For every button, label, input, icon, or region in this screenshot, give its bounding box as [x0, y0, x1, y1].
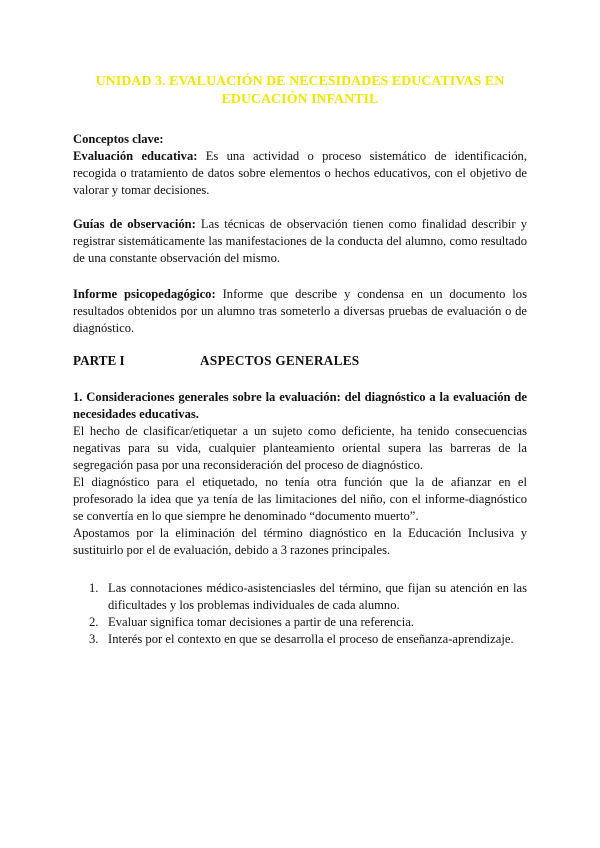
- unit-title-line1: UNIDAD 3. EVALUACIÓN DE NECESIDADES EDUCATIVAS EN: [95, 73, 505, 88]
- section-1-paragraph-1: El hecho de clasificar/etiquetar a un sujeto como deficiente, ha tenido consecuencias negativas para su vida, cualquier planteamiento oriental supera las barreras de la segregación pasa por una reconsideración del proceso de diagnóstico.: [73, 424, 527, 472]
- text-informe: Informe que describe y condensa en un documento los resultados obtenidos por un alumno tras someterlo a diversas pruebas de evaluación o de diagnóstico.: [73, 287, 528, 335]
- term-guias: Guías de observación:: [73, 217, 196, 231]
- section-1-paragraph-3: Apostamos por la eliminación del término diagnóstico en la Educación Inclusiva y sustituirlo por el de evaluación, debido a 3 razones principales.: [73, 526, 527, 557]
- section-1: [73, 389, 527, 559]
- part-title: ASPECTOS GENERALES: [200, 353, 360, 368]
- reasons-list: [73, 580, 527, 648]
- definition-evaluacion: [73, 148, 527, 199]
- list-item: [73, 614, 527, 631]
- section-1-heading: 1. Consideraciones generales sobre la evaluación: del diagnóstico a la evaluación de necesidades educativas.: [73, 390, 527, 421]
- list-item: [73, 580, 527, 614]
- list-item-text: Las connotaciones médico-asistenciasles del término, que fijan su atención en las dificultades y los problemas individuales de cada alumno.: [108, 581, 527, 612]
- text-guias: Las técnicas de observación tienen como finalidad describir y registrar sistemáticamente las manifestaciones de la conducta del alumno, como resultado de una constante observación del mismo.: [73, 217, 527, 265]
- part-heading: [73, 352, 527, 369]
- list-item-number: 1.: [89, 581, 99, 595]
- section-1-paragraph-2: El diagnóstico para el etiquetado, no tenía otra función que la de afianzar en el profesorado la idea que ya tenía de las limitaciones del niño, con el informe-diagnóstico se convertía en lo que siempre he denominado “documento muerto”.: [73, 475, 527, 523]
- list-item-number: 2.: [89, 615, 99, 629]
- list-item-text: Interés por el contexto en que se desarrolla el proceso de enseñanza-aprendizaje.: [108, 632, 514, 646]
- part-label: PARTE I: [73, 353, 125, 368]
- text-evaluacion: Es una actividad o proceso sistemático de identificación, recogida o tratamiento de datos sobre elementos o hechos educativos, con el objetivo de valorar y tomar decisiones.: [73, 149, 528, 197]
- list-item-text: Evaluar significa tomar decisiones a partir de una referencia.: [108, 615, 414, 629]
- key-concepts-section: [73, 131, 527, 199]
- definition-guias: [73, 216, 527, 267]
- term-informe: Informe psicopedagógico:: [73, 287, 216, 301]
- list-item-number: 3.: [89, 632, 99, 646]
- definition-informe: [73, 286, 527, 337]
- term-evaluacion: Evaluación educativa:: [73, 149, 198, 163]
- unit-title: [60, 72, 540, 108]
- unit-title-line2: EDUCACIÓN INFANTIL: [221, 91, 379, 106]
- list-item: [73, 631, 527, 648]
- key-concepts-heading: Conceptos clave:: [73, 132, 164, 146]
